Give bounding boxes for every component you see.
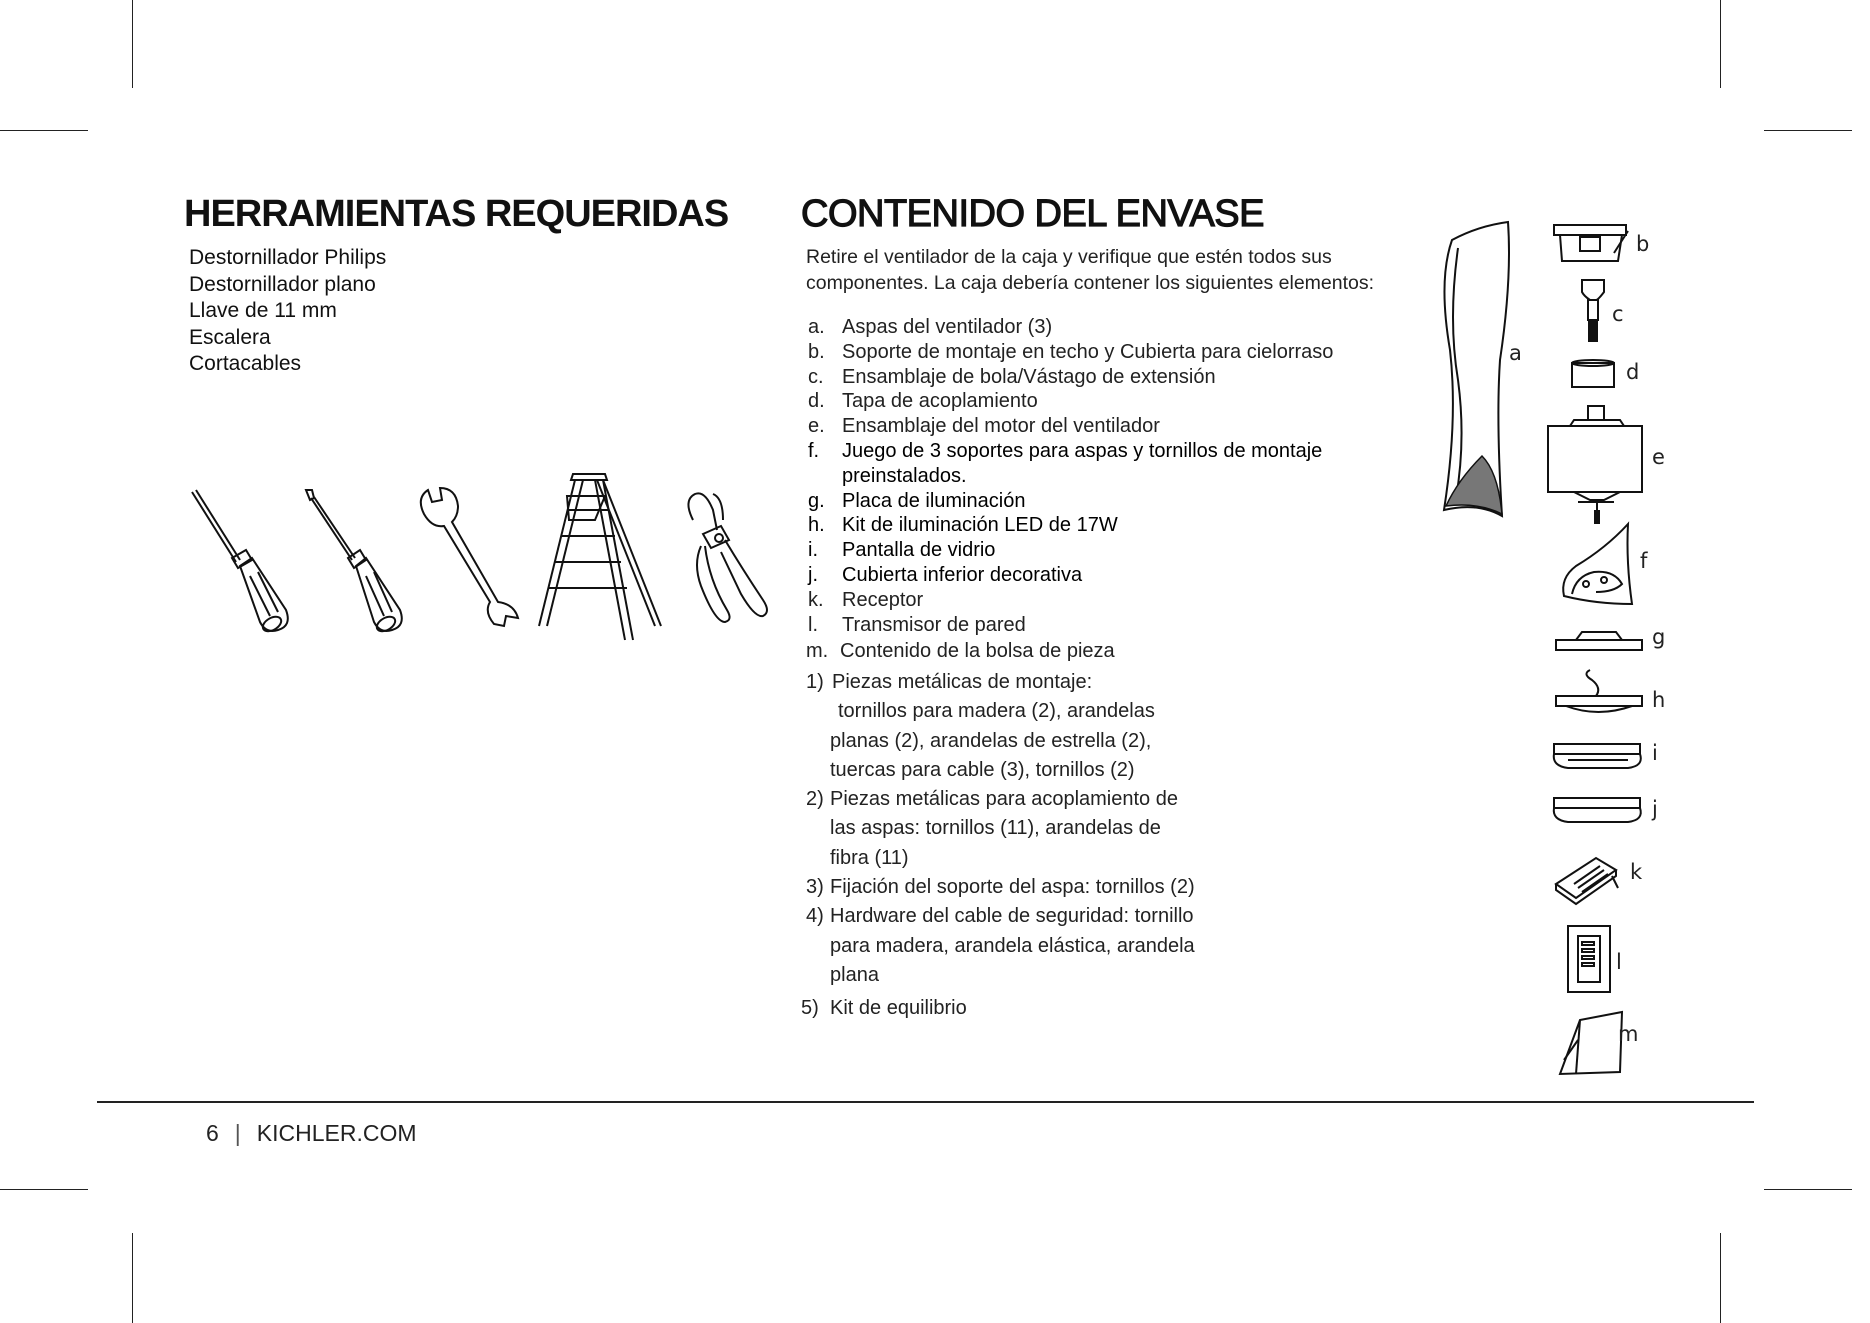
- hardware-item: [806, 873, 1195, 902]
- part-label-m: m: [1618, 1022, 1639, 1046]
- hardware-text: Kit de equilibrio: [830, 997, 967, 1020]
- hardware-number: 5): [801, 997, 819, 1020]
- hardware-item: [806, 785, 1195, 814]
- list-item: [806, 489, 1333, 514]
- hardware-number: 1): [806, 671, 824, 693]
- item-text: Ensamblaje de bola/Vástago de extensión: [842, 365, 1216, 388]
- wire-cutters-icon: [683, 490, 773, 625]
- fan-blade-icon: [1438, 220, 1514, 520]
- contents-title: CONTENIDO DEL ENVASE: [801, 193, 1264, 235]
- item-text: Cubierta inferior decorativa: [842, 563, 1083, 586]
- tools-title: HERRAMIENTAS REQUERIDAS: [184, 193, 729, 235]
- part-label-h: h: [1652, 688, 1666, 712]
- item-letter: a.: [808, 316, 825, 338]
- contents-list: [806, 315, 1333, 664]
- motor-assembly-icon: [1544, 402, 1650, 528]
- part-label-j: j: [1652, 797, 1658, 821]
- item-letter: h.: [808, 514, 825, 537]
- list-item: [806, 439, 1333, 489]
- tool-item: Destornillador Philips: [189, 246, 387, 269]
- ceiling-mount-icon: [1552, 223, 1632, 265]
- item-text: Juego de 3 soportes para aspas y tornillos de montaje: [842, 439, 1323, 462]
- item-letter: b.: [808, 340, 825, 363]
- hardware-item-line: [806, 756, 1195, 785]
- item-text: Contenido de la bolsa de pieza: [840, 640, 1115, 663]
- tools-list: [189, 245, 386, 378]
- decorative-cover-icon: [1548, 792, 1648, 824]
- crop-mark: [1764, 130, 1852, 131]
- list-item: [806, 538, 1333, 563]
- item-letter: d.: [808, 390, 825, 413]
- part-label-k: k: [1630, 860, 1643, 884]
- part-label-e: e: [1652, 445, 1665, 469]
- hardware-number: 4): [806, 905, 824, 928]
- item-text: Pantalla de vidrio: [842, 539, 996, 562]
- tool-item: Escalera: [189, 325, 271, 349]
- item-letter: c.: [808, 365, 824, 388]
- item-text: Soporte de montaje en techo y Cubierta para cielorraso: [842, 340, 1334, 363]
- hardware-text: Hardware del cable de seguridad: tornillo: [830, 905, 1194, 928]
- phillips-screwdriver-icon: [188, 488, 298, 638]
- crop-mark: [0, 130, 88, 131]
- hardware-list: [801, 668, 1195, 1024]
- part-label-c: c: [1612, 302, 1624, 326]
- hardware-item-line: [806, 844, 1195, 873]
- parts-bag-icon: [1556, 1010, 1626, 1078]
- item-letter: j.: [808, 563, 818, 586]
- downrod-icon: [1578, 278, 1610, 346]
- item-text: Tapa de acoplamiento: [842, 390, 1038, 413]
- part-label-a: a: [1509, 341, 1522, 365]
- item-text: Placa de iluminación: [842, 489, 1026, 512]
- hardware-item-line: [806, 961, 1195, 990]
- crop-mark: [0, 1189, 88, 1190]
- part-label-l: l: [1616, 950, 1622, 974]
- item-text: Receptor: [842, 588, 924, 611]
- flathead-screwdriver-icon: [302, 488, 412, 638]
- glass-shade-icon: [1548, 738, 1648, 770]
- item-letter: f.: [808, 439, 820, 462]
- hardware-text: fibra (11): [830, 846, 909, 869]
- hardware-item: [806, 902, 1195, 931]
- led-light-kit-icon: [1552, 666, 1646, 718]
- crop-mark: [1720, 1233, 1721, 1323]
- hardware-number: 3): [806, 876, 824, 899]
- page-number: 6: [206, 1120, 219, 1146]
- list-item: [806, 414, 1333, 439]
- item-letter: l.: [808, 613, 818, 636]
- wrench-icon: [414, 484, 524, 634]
- tool-item: Llave de 11 mm: [189, 299, 337, 323]
- list-item: [806, 389, 1333, 414]
- item-text: Transmisor de pared: [842, 613, 1026, 636]
- part-label-g: g: [1652, 625, 1666, 649]
- hardware-text: plana: [830, 963, 879, 986]
- part-label-b: b: [1636, 232, 1650, 256]
- part-label-d: d: [1626, 360, 1640, 384]
- hardware-text: tornillos para madera (2), arandelas: [838, 700, 1155, 723]
- item-letter: k.: [808, 588, 824, 611]
- hardware-text: para madera, arandela elástica, arandela: [830, 934, 1195, 957]
- list-item: [806, 563, 1333, 588]
- receiver-icon: [1552, 854, 1624, 904]
- hardware-text: Piezas metálicas para acoplamiento de: [830, 788, 1178, 811]
- item-letter: e.: [808, 415, 825, 438]
- ladder-icon: [535, 470, 665, 645]
- hardware-item-line: [806, 727, 1195, 756]
- hardware-number: 2): [806, 788, 824, 811]
- blade-bracket-icon: [1556, 522, 1638, 606]
- list-item: [806, 315, 1333, 340]
- list-item: [806, 340, 1333, 365]
- hardware-text: las aspas: tornillos (11), arandelas de: [830, 817, 1161, 840]
- website: KICHLER.COM: [256, 1120, 417, 1146]
- footer-rule: [97, 1101, 1754, 1103]
- part-label-f: f: [1640, 549, 1648, 573]
- footer: [206, 1120, 417, 1147]
- item-text-continued: preinstalados.: [842, 464, 967, 487]
- item-letter: i.: [808, 539, 818, 562]
- item-text: Ensamblaje del motor del ventilador: [842, 415, 1160, 438]
- crop-mark: [132, 0, 133, 88]
- crop-mark: [132, 1233, 133, 1323]
- light-plate-icon: [1552, 628, 1646, 656]
- crop-mark: [1720, 0, 1721, 88]
- hardware-text: planas (2), arandelas de estrella (2),: [830, 729, 1152, 752]
- tool-item: Destornillador plano: [189, 272, 376, 296]
- hardware-text: Fijación del soporte del aspa: tornillos (2): [830, 876, 1195, 899]
- hardware-item-line: [806, 697, 1195, 726]
- item-letter: g.: [808, 489, 825, 512]
- hardware-text: Piezas metálicas de montaje:: [832, 671, 1093, 693]
- item-letter: m.: [806, 640, 829, 663]
- list-item: [806, 513, 1333, 538]
- wall-transmitter-icon: [1566, 924, 1612, 994]
- contents-intro: Retire el ventilador de la caja y verifique que estén todos sus componentes. La caja debería contener los siguientes elementos:: [806, 246, 1375, 294]
- list-item: [806, 639, 1333, 664]
- item-text: Kit de iluminación LED de 17W: [842, 514, 1118, 537]
- hardware-item-line: [806, 932, 1195, 961]
- hardware-item-line: [806, 814, 1195, 843]
- part-label-i: i: [1652, 741, 1658, 765]
- list-item: [806, 588, 1333, 613]
- list-item: [806, 613, 1333, 638]
- footer-separator: |: [234, 1120, 241, 1146]
- hardware-item: [806, 668, 1195, 697]
- hardware-item: [801, 994, 1195, 1023]
- item-text: Aspas del ventilador (3): [842, 316, 1053, 338]
- tool-item: Cortacables: [189, 352, 302, 376]
- hardware-text: tuercas para cable (3), tornillos (2): [830, 758, 1135, 781]
- crop-mark: [1764, 1189, 1852, 1190]
- coupling-cover-icon: [1570, 358, 1618, 390]
- list-item: [806, 365, 1333, 390]
